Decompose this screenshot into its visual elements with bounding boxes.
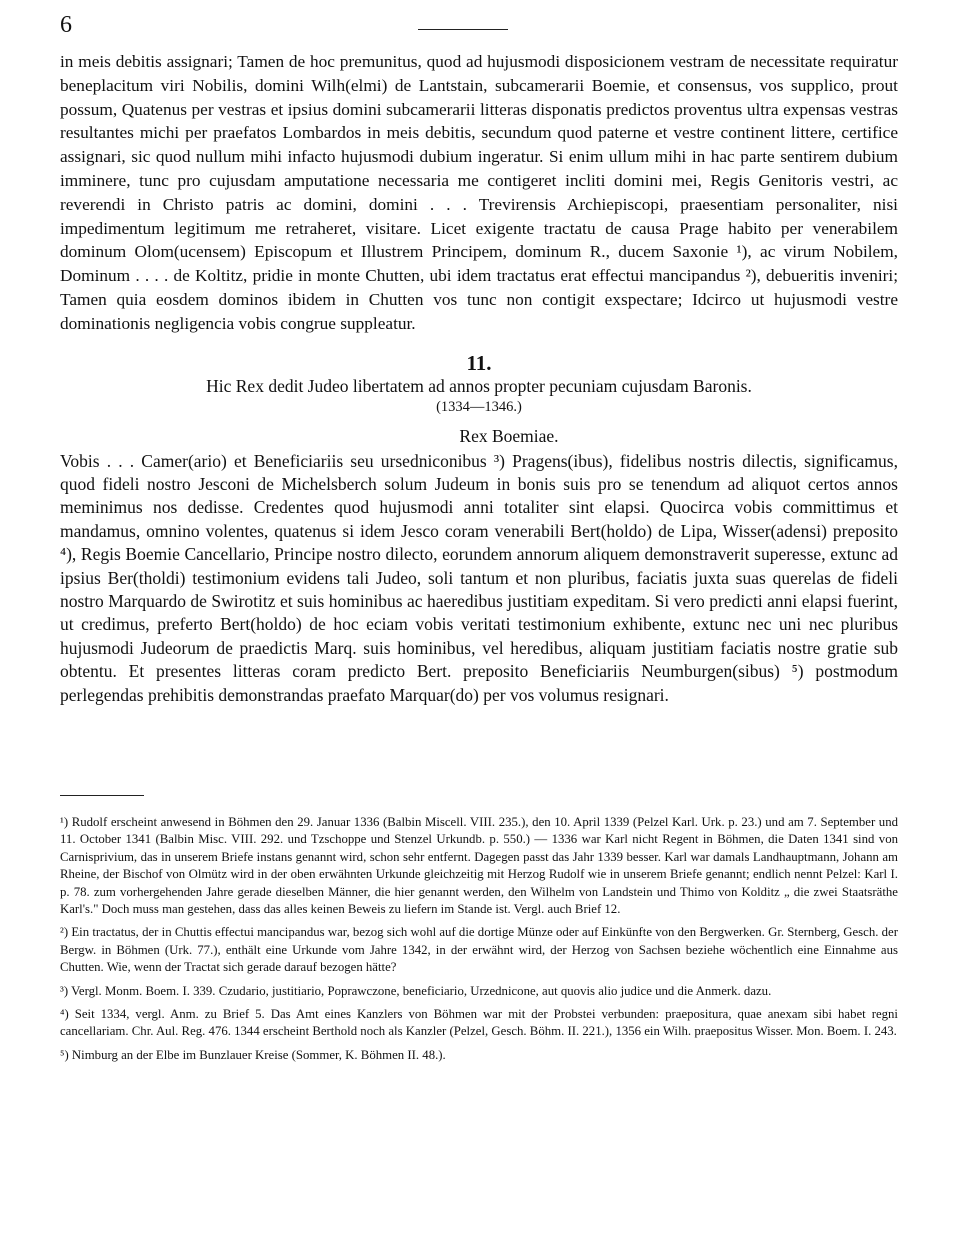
document-sender: Rex Boemiae.: [459, 425, 559, 446]
footnotes: [60, 814, 898, 1070]
footnote-3: ³) Vergl. Monm. Boem. I. 339. Czudario, justitiario, Poprawczone, beneficiario, Urzednicone, aut quovis alio judice und die Anmerk. dazu.: [60, 983, 772, 998]
document-text: Vobis . . . Camer(ario) et Beneficiariis seu ursedniconibus ³) Pragens(ibus), fidelibus nostris dilectis, significamus, quod fideli nostro Jesconi de Michelsberch solum Judeum in bonis suis pro se tenendum ad aliquot certos annos meminimus nos dedisse. Credentes quod hujusmodi anni totaliter sint elapsi. Quocirca vobis committimus et mandamus, omnino volentes, quatenus si idem Jesco coram venerabili Bert(holdo) de Lipa, Wisser(adensi) preposito ⁴), Regis Boemie Cancellario, Principe nostro dilecto, eorundem annorum aliquem demonstraverit superesse, extunc ad ipsius Ber(tholdi) testimonium evidens tali Judeo, soli tantum et non pluribus, faciatis juxta suas querelas de fideli nostro Marquardo de Swirotitz et suis hominibus ac haeredibus justitiam expeditam. Si vero predicti anni elapsi fuerint, ut credimus, preferto Bert(holdo) de hoc eciam vobis veritati testimonium exhibente, extunc nec uni nec pluribus hujusmodi Judeorum de praedictis Marq. suis hominibus, vel heredibus, aliquam justitiam faciatis nostre gratie sub obtentu. Et presentes litteras coram predicto Bert. preposito Beneficiariis Neumburgen(sibus) ⁵) postmodum perlegendas prehibitis demonstrandas praefato Marquar(do) per vos volumus resignari.: [60, 450, 898, 705]
document-number: 11.: [466, 350, 492, 375]
document-date: (1334—1346.): [436, 398, 522, 415]
main-text: [60, 50, 898, 707]
footnote-5: ⁵) Nimburg an der Elbe im Bunzlauer Kreise (Sommer, K. Böhmen II. 48.).: [60, 1047, 446, 1062]
footnote-4: ⁴) Seit 1334, vergl. Anm. zu Brief 5. Das Amt eines Kanzlers von Böhmen war mit der Probstei verbunden: praepositura, quae anexam sibi habet regni cancellariam. Chr. Aul. Reg. 476. 1344 erscheint Berthold noch als Kanzler (Pelzel, Gesch. Böhm. II. 221.), 1356 ein Wilh. praepositus Wisser. Mon. Boem. I. 243.: [60, 1007, 898, 1039]
continuation-paragraph: in meis debitis assignari; Tamen de hoc premunitus, quod ad hujusmodi disposicionem vestram de necessitate requiratur beneplacitum viri Nobilis, domini Wilh(elmi) de Lantstain, subcamerarii Boemie, et consensus, vos supplico, prout possum, Quatenus per vestras et ipsius domini subcamerarii litteras disponatis predictos proventus ultra expensas vestras resultantes michi per praefatos Lombardos in meis debitis, secundum quod paterne et vestre continent littere, certifice assignari, sic quod nullum mihi infacto hujusmodi dubium ingeratur. Si enim ullum mihi in hac parte sentirem dubium imminere, tunc pro cujusdam amputatione necessaria me contigeret incliti domini mei, Regis Genitoris vestri, ac reverendi in Christo patris ac domini, domini . . . Trevirensis Archiepiscopi, praesentiam personaliter, nisi impedimentum legitimum me retraheret, visitare. Licet exigente tractatu de causa Prage habito per venerabilem dominum Olom(ucensem) Episcopum et Illustrem Principem, dominum R., ducem Saxonie ¹), ac virum Nobilem, Dominum . . . . de Koltitz, pridie in monte Chutten, ubi idem tractatus erat effectui mancipandus ²), debueritis inveniri; Tamen quia eosdem dominos ibidem in Chutten vos tunc non contigit exspectare; Idcirco ut hujusmodi vestre dominationis negligencia vobis congrue suppleatur.: [60, 52, 898, 333]
header-rule: [418, 29, 508, 30]
document-heading: Hic Rex dedit Judeo libertatem ad annos propter pecuniam cujusdam Baronis.: [206, 375, 752, 396]
page-number: 6: [60, 12, 72, 38]
footnote-rule: [60, 795, 144, 796]
footnote-2: ²) Ein tractatus, der in Chuttis effectui mancipandus war, bezog sich wohl auf die dortige Münze oder auf Einkünfte von den Bergwerken. Gr. Sternberg, Gesch. der Bergw. in Böhmen (Urk. 77.), enthält eine Urkunde vom Jahre 1342, in der erwähnt wird, der Herzog von Sachsen beziehe wöchentlich eine Einnahme aus Chutten. Wie, wenn der Tractat sich gerade darauf bezogen hätte?: [60, 925, 898, 975]
footnote-1: ¹) Rudolf erscheint anwesend in Böhmen den 29. Januar 1336 (Balbin Miscell. VIII. 235.), den 10. April 1339 (Pelzel Karl. Urk. p. 23.) und am 7. September und 11. October 1341 (Balbin Misc. VIII. 292. und Tzschoppe und Stenzel Urkundb. p. 550.) — 1336 war Karl nicht Regent in Böhmen, die Daten 1341 sind von Carnisprivium, das in unserem Briefe instans genannt wird, schon sehr entfernt. Dagegen passt das Jahr 1339 besser. Karl war damals Landhauptmann, Johann am Rheine, der Bischof von Olmütz wird in der oben erwähnten Urkunde gleichzeitig mit Herzog Rudolf wie in unserem Briefe genannt; endlich nennt Pelzel: Karl I. p. 78. zum vorhergehenden Jahre gerade dieselben Männer, die hier genannt werden, den Wilhelm von Landstein und Thimo von Kolditz „ die zwei Staatsräthe Karl's." Doch muss man gestehen, dass das alles keinen Beweis zu liefern im Stande ist. Vergl. auch Brief 12.: [60, 815, 898, 917]
